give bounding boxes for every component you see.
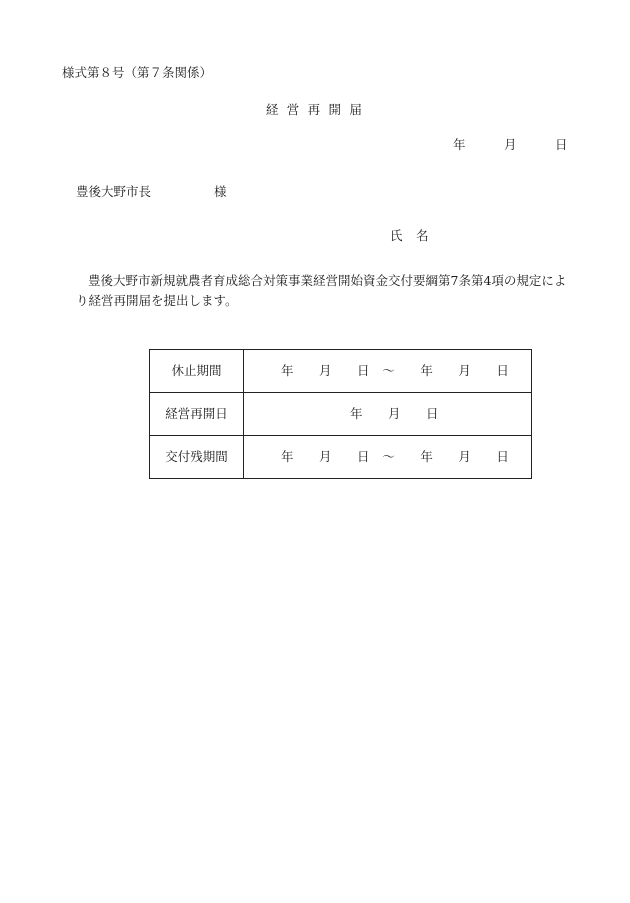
addressee-name: 豊後大野市長 <box>76 184 152 199</box>
body-line-1: 豊後大野市新規就農者育成総合対策事業経営開始資金交付要綱第7条第4項の規定によ <box>88 273 567 288</box>
period-table <box>149 349 532 479</box>
applicant-label-surname: 氏 <box>390 228 403 243</box>
table-row <box>150 435 531 478</box>
table-row <box>150 350 531 392</box>
table-row-label: 交付残期間 <box>150 436 244 478</box>
body-line-2: り経営再開届を提出します。 <box>76 293 238 308</box>
resumption-date-field: 年 月 日 <box>350 406 439 421</box>
date-year-label: 年 <box>453 137 466 152</box>
date-day-label: 日 <box>555 137 568 152</box>
table-row-label: 休止期間 <box>150 350 244 392</box>
suspension-period-field: 年 月 日 ～ 年 月 日 <box>281 363 510 378</box>
applicant-label-name: 名 <box>416 228 429 243</box>
remaining-grant-period-field: 年 月 日 ～ 年 月 日 <box>281 449 510 464</box>
addressee-honorific: 様 <box>214 184 227 199</box>
document-title: 経 営 再 開 届 <box>265 102 365 117</box>
date-month-label: 月 <box>504 137 517 152</box>
table-row-label: 経営再開日 <box>150 393 244 435</box>
form-number: 様式第８号（第７条関係） <box>62 65 213 80</box>
table-row <box>150 392 531 435</box>
